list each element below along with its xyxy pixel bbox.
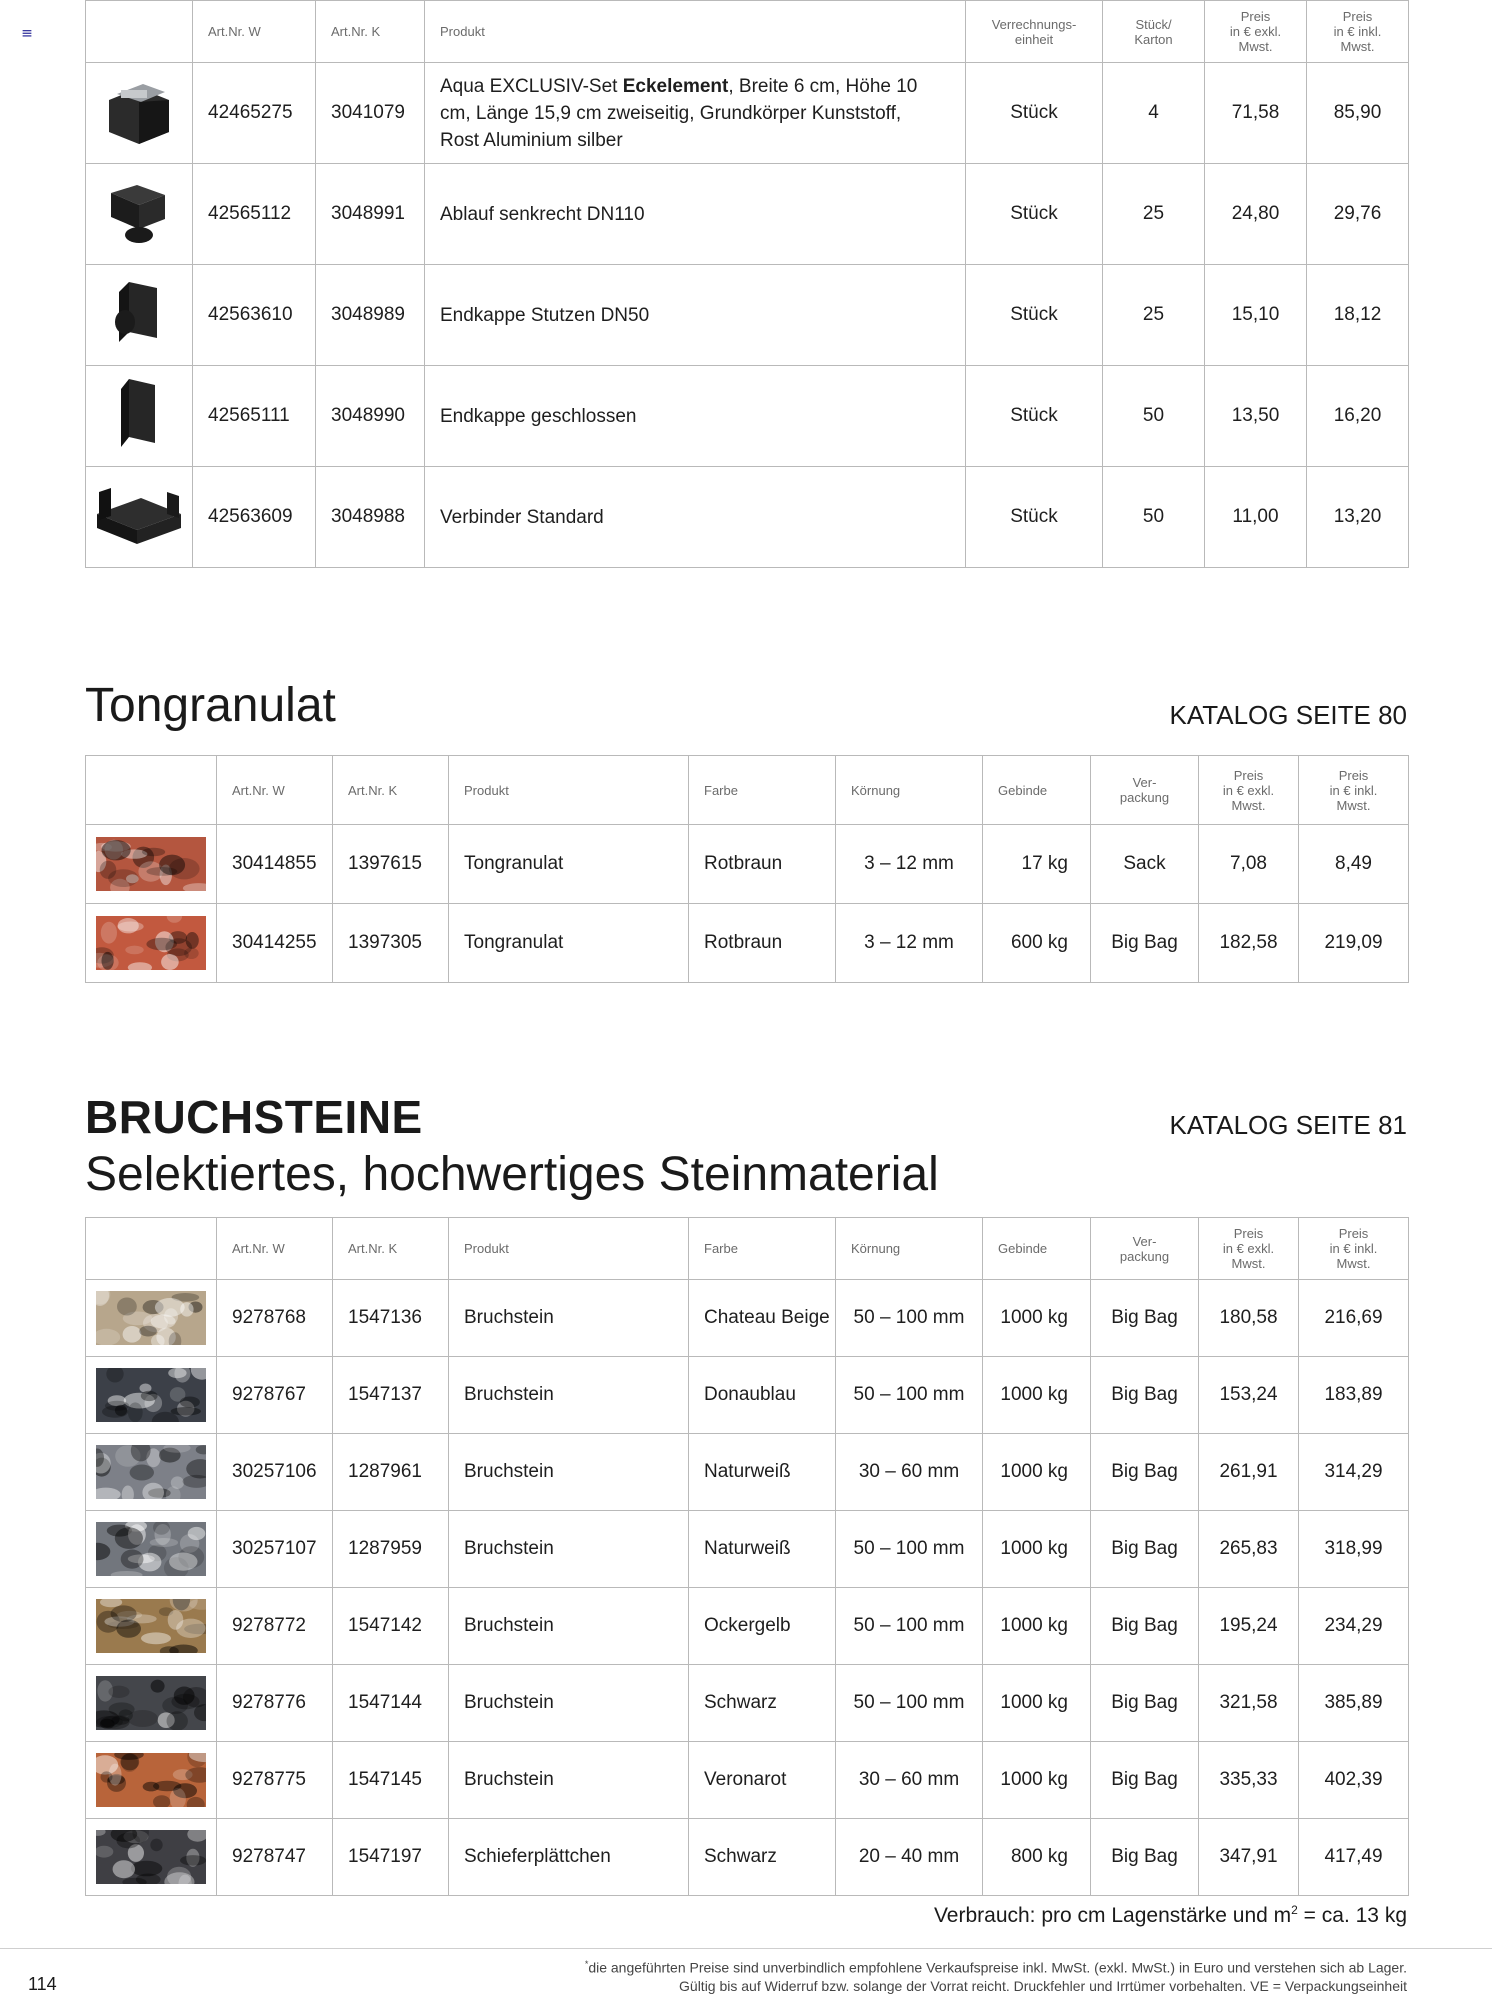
footnote [507,1955,1407,1995]
art-nr-k: 3048988 [316,467,425,568]
produkt-details: , Breite 6 cm, Höhe 10 cm, Länge 15,9 cm zweiseitig, Grundkörper Kunststoff, Rost Aluminium silber [440,75,918,151]
produkt: Bruchstein [449,1665,689,1742]
table-row [86,825,1409,904]
produkt: Bruchstein [449,1357,689,1434]
stueck-karton: 50 [1103,366,1205,467]
farbe: Veronarot [689,1742,836,1819]
koernung: 50 – 100 mm [836,1280,983,1357]
art-nr-w: 30414855 [217,825,333,904]
ablauf-image [99,235,179,256]
produkt: Schieferplättchen [449,1819,689,1896]
stueck-karton: 25 [1103,265,1205,366]
preis-inkl: 219,09 [1299,904,1409,983]
farbe: Donaublau [689,1357,836,1434]
preis-exkl: 265,83 [1199,1511,1299,1588]
stone-swatch-image [96,1599,206,1653]
footer-divider [0,1948,1492,1949]
farbe: Rotbraun [689,904,836,983]
verpackung: Big Bag [1091,1434,1199,1511]
table-row [86,904,1409,983]
preis-inkl: 385,89 [1299,1665,1409,1742]
header-preis-inkl: Preis in € inkl. Mwst. [1307,1,1409,63]
koernung: 3 – 12 mm [836,825,983,904]
verpackung: Big Bag [1091,1665,1199,1742]
farbe: Naturweiß [689,1511,836,1588]
farbe: Schwarz [689,1819,836,1896]
einheit: Stück [966,467,1103,568]
header-verpackung: Ver- packung [1091,1218,1199,1280]
product-image [86,1434,217,1511]
farbe: Chateau Beige [689,1280,836,1357]
art-nr-w: 42565111 [193,366,316,467]
header-gebinde: Gebinde [983,1218,1091,1280]
table-row [86,1511,1409,1588]
header-art-nr-w: Art.Nr. W [217,756,333,825]
stone-swatch-image [96,1291,206,1345]
produkt: Tongranulat [449,904,689,983]
table-row [86,1280,1409,1357]
koernung: 50 – 100 mm [836,1357,983,1434]
gebinde: 1000 kg [983,1665,1091,1742]
header-art-nr-w: Art.Nr. W [193,1,316,63]
preis-exkl: 261,91 [1199,1434,1299,1511]
header-art-nr-k: Art.Nr. K [316,1,425,63]
art-nr-w: 9278768 [217,1280,333,1357]
header-image [86,1218,217,1280]
art-nr-k: 1547142 [333,1588,449,1665]
preis-exkl: 195,24 [1199,1588,1299,1665]
gebinde: 1000 kg [983,1357,1091,1434]
art-nr-k: 1287959 [333,1511,449,1588]
verbrauch-sup: 2 [1291,1903,1298,1917]
eckelement-image [99,134,179,155]
preis-inkl: 29,76 [1307,164,1409,265]
header-stueck-karton: Stück/ Karton [1103,1,1205,63]
section-title-tongranulat: Tongranulat [85,679,336,732]
produkt-text [440,302,679,329]
produkt [425,164,966,265]
preis-exkl: 321,58 [1199,1665,1299,1742]
table-header-row [86,1,1409,63]
farbe: Rotbraun [689,825,836,904]
verpackung: Big Bag [1091,1742,1199,1819]
menu-icon[interactable] [22,24,32,42]
produkt [425,467,966,568]
verbrauch-note [934,1903,1407,1928]
produkt: Bruchstein [449,1511,689,1588]
koernung: 30 – 60 mm [836,1434,983,1511]
verpackung: Big Bag [1091,1357,1199,1434]
verpackung: Big Bag [1091,1588,1199,1665]
stone-swatch-image [96,1445,206,1499]
stone-swatch-image [96,916,206,970]
bruchsteine-table [85,1217,1409,1896]
produkt-name: Endkappe geschlossen [440,405,637,427]
table-row [86,164,1409,265]
art-nr-w: 42563609 [193,467,316,568]
einheit: Stück [966,164,1103,265]
katalog-reference-81[interactable]: KATALOG SEITE 81 [1169,1110,1407,1140]
art-nr-w: 9278767 [217,1357,333,1434]
produkt: Bruchstein [449,1434,689,1511]
header-produkt: Produkt [449,756,689,825]
art-nr-k: 1547145 [333,1742,449,1819]
footnote-star: * [584,1959,589,1969]
section-subtitle: Selektiertes, hochwertiges Steinmaterial [85,1148,939,1201]
art-nr-w: 42563610 [193,265,316,366]
art-nr-k: 1547197 [333,1819,449,1896]
gebinde: 600 kg [983,904,1091,983]
header-preis-exkl: Preis in € exkl. Mwst. [1199,1218,1299,1280]
product-image [86,904,217,983]
table-row [86,63,1409,164]
product-image [86,1357,217,1434]
gebinde: 1000 kg [983,1280,1091,1357]
produkt: Tongranulat [449,825,689,904]
verpackung: Big Bag [1091,1819,1199,1896]
stone-swatch-image [96,1368,206,1422]
table-row [86,265,1409,366]
einheit: Stück [966,63,1103,164]
preis-inkl: 234,29 [1299,1588,1409,1665]
preis-inkl: 16,20 [1307,366,1409,467]
preis-exkl: 347,91 [1199,1819,1299,1896]
section-title-bruchsteine: BRUCHSTEINE [85,1091,423,1143]
product-image [86,825,217,904]
koernung: 50 – 100 mm [836,1588,983,1665]
header-preis-inkl: Preis in € inkl. Mwst. [1299,1218,1409,1280]
produkt-highlight: Eckelement [622,75,729,97]
preis-exkl: 7,08 [1199,825,1299,904]
header-produkt: Produkt [425,1,966,63]
art-nr-k: 3048989 [316,265,425,366]
produkt-text [440,73,965,154]
header-farbe: Farbe [689,756,836,825]
table-row [86,1434,1409,1511]
product-image [86,265,193,366]
product-image [86,1588,217,1665]
preis-exkl: 153,24 [1199,1357,1299,1434]
produkt: Bruchstein [449,1742,689,1819]
product-image [86,1665,217,1742]
stueck-karton: 4 [1103,63,1205,164]
verpackung: Big Bag [1091,904,1199,983]
art-nr-k: 3048990 [316,366,425,467]
art-nr-k: 1547136 [333,1280,449,1357]
table-row [86,467,1409,568]
art-nr-w: 42565112 [193,164,316,265]
verbrauch-text: Verbrauch: pro cm Lagenstärke und m [933,1904,1292,1927]
header-verrechnungseinheit: Verrechnungs- einheit [966,1,1103,63]
art-nr-w: 9278775 [217,1742,333,1819]
produkt-text [440,201,675,228]
art-nr-w: 9278776 [217,1665,333,1742]
preis-inkl: 417,49 [1299,1819,1409,1896]
stone-swatch-image [96,1676,206,1730]
preis-inkl: 18,12 [1307,265,1409,366]
gebinde: 1000 kg [983,1588,1091,1665]
verbrauch-value: = ca. 13 kg [1297,1904,1407,1927]
art-nr-k: 1547144 [333,1665,449,1742]
preis-exkl: 71,58 [1205,63,1307,164]
produkt [425,63,966,164]
page-number: 114 [28,1974,57,1994]
drainage-parts-table [85,0,1409,568]
art-nr-k: 3041079 [316,63,425,164]
art-nr-k: 1397305 [333,904,449,983]
produkt [425,265,966,366]
gebinde: 1000 kg [983,1742,1091,1819]
stone-swatch-image [96,1753,206,1807]
koernung: 20 – 40 mm [836,1819,983,1896]
art-nr-k: 1287961 [333,1434,449,1511]
stone-swatch-image [96,837,206,891]
header-preis-exkl: Preis in € exkl. Mwst. [1199,756,1299,825]
table-row [86,1357,1409,1434]
product-image [86,63,193,164]
produkt [425,366,966,467]
preis-inkl: 318,99 [1299,1511,1409,1588]
produkt-name: Aqua EXCLUSIV-Set [440,75,623,97]
art-nr-w: 30257107 [217,1511,333,1588]
product-image [86,164,193,265]
header-koernung: Körnung [836,756,983,825]
verpackung: Sack [1091,825,1199,904]
product-image [86,1742,217,1819]
art-nr-w: 9278747 [217,1819,333,1896]
table-row [86,366,1409,467]
table-header-row [86,756,1409,825]
header-koernung: Körnung [836,1218,983,1280]
farbe: Schwarz [689,1665,836,1742]
koernung: 50 – 100 mm [836,1665,983,1742]
stueck-karton: 50 [1103,467,1205,568]
produkt-name: Endkappe Stutzen DN50 [440,304,650,326]
header-gebinde: Gebinde [983,756,1091,825]
header-image [86,756,217,825]
table-row [86,1819,1409,1896]
tongranulat-table [85,755,1409,983]
produkt: Bruchstein [449,1588,689,1665]
produkt: Bruchstein [449,1280,689,1357]
endkappe-geschlossen-image [99,437,179,458]
endkappe-stutzen-image [99,336,179,357]
product-image [86,1819,217,1896]
preis-inkl: 402,39 [1299,1742,1409,1819]
header-art-nr-k: Art.Nr. K [333,756,449,825]
produkt-text [440,403,666,430]
art-nr-k: 3048991 [316,164,425,265]
product-image [86,1511,217,1588]
verpackung: Big Bag [1091,1511,1199,1588]
art-nr-k: 1547137 [333,1357,449,1434]
preis-exkl: 180,58 [1199,1280,1299,1357]
gebinde: 1000 kg [983,1434,1091,1511]
footnote-line-2: Gültig bis auf Widerruf bzw. solange der Vorrat reicht. Druckfehler und Irrtümer vorbehalten. VE = Verpackungseinheit [679,1977,1407,1994]
product-image [86,366,193,467]
product-image [86,1280,217,1357]
header-image [86,1,193,63]
header-art-nr-w: Art.Nr. W [217,1218,333,1280]
stone-swatch-image [96,1830,206,1884]
table-row [86,1742,1409,1819]
koernung: 30 – 60 mm [836,1742,983,1819]
koernung: 3 – 12 mm [836,904,983,983]
preis-inkl: 85,90 [1307,63,1409,164]
header-produkt: Produkt [449,1218,689,1280]
koernung: 50 – 100 mm [836,1511,983,1588]
produkt-text [440,504,634,531]
farbe: Naturweiß [689,1434,836,1511]
verbinder-image [91,538,187,559]
farbe: Ockergelb [689,1588,836,1665]
art-nr-w: 9278772 [217,1588,333,1665]
preis-exkl: 335,33 [1199,1742,1299,1819]
art-nr-w: 30414255 [217,904,333,983]
preis-inkl: 183,89 [1299,1357,1409,1434]
gebinde: 1000 kg [983,1511,1091,1588]
header-farbe: Farbe [689,1218,836,1280]
preis-inkl: 216,69 [1299,1280,1409,1357]
preis-exkl: 13,50 [1205,366,1307,467]
table-row [86,1665,1409,1742]
table-header-row [86,1218,1409,1280]
product-image [86,467,193,568]
einheit: Stück [966,366,1103,467]
preis-inkl: 314,29 [1299,1434,1409,1511]
preis-inkl: 8,49 [1299,825,1409,904]
gebinde: 800 kg [983,1819,1091,1896]
footnote-text-1: die angeführten Preise sind unverbindlich empfohlene Verkaufspreise inkl. MwSt. (exkl. MwSt.) in Euro und verstehen sich ab Lager. [588,1959,1407,1976]
katalog-reference-80[interactable]: KATALOG SEITE 80 [1169,700,1407,730]
header-preis-exkl: Preis in € exkl. Mwst. [1205,1,1307,63]
stone-swatch-image [96,1522,206,1576]
art-nr-k: 1397615 [333,825,449,904]
einheit: Stück [966,265,1103,366]
produkt-name: Ablauf senkrecht DN110 [440,203,645,225]
preis-exkl: 11,00 [1205,467,1307,568]
stueck-karton: 25 [1103,164,1205,265]
gebinde: 17 kg [983,825,1091,904]
preis-exkl: 15,10 [1205,265,1307,366]
header-art-nr-k: Art.Nr. K [333,1218,449,1280]
preis-inkl: 13,20 [1307,467,1409,568]
header-preis-inkl: Preis in € inkl. Mwst. [1299,756,1409,825]
table-row [86,1588,1409,1665]
preis-exkl: 182,58 [1199,904,1299,983]
art-nr-w: 30257106 [217,1434,333,1511]
produkt-name: Verbinder Standard [440,506,604,528]
art-nr-w: 42465275 [193,63,316,164]
header-verpackung: Ver- packung [1091,756,1199,825]
preis-exkl: 24,80 [1205,164,1307,265]
footnote-line-1 [507,1955,1407,1977]
verpackung: Big Bag [1091,1280,1199,1357]
